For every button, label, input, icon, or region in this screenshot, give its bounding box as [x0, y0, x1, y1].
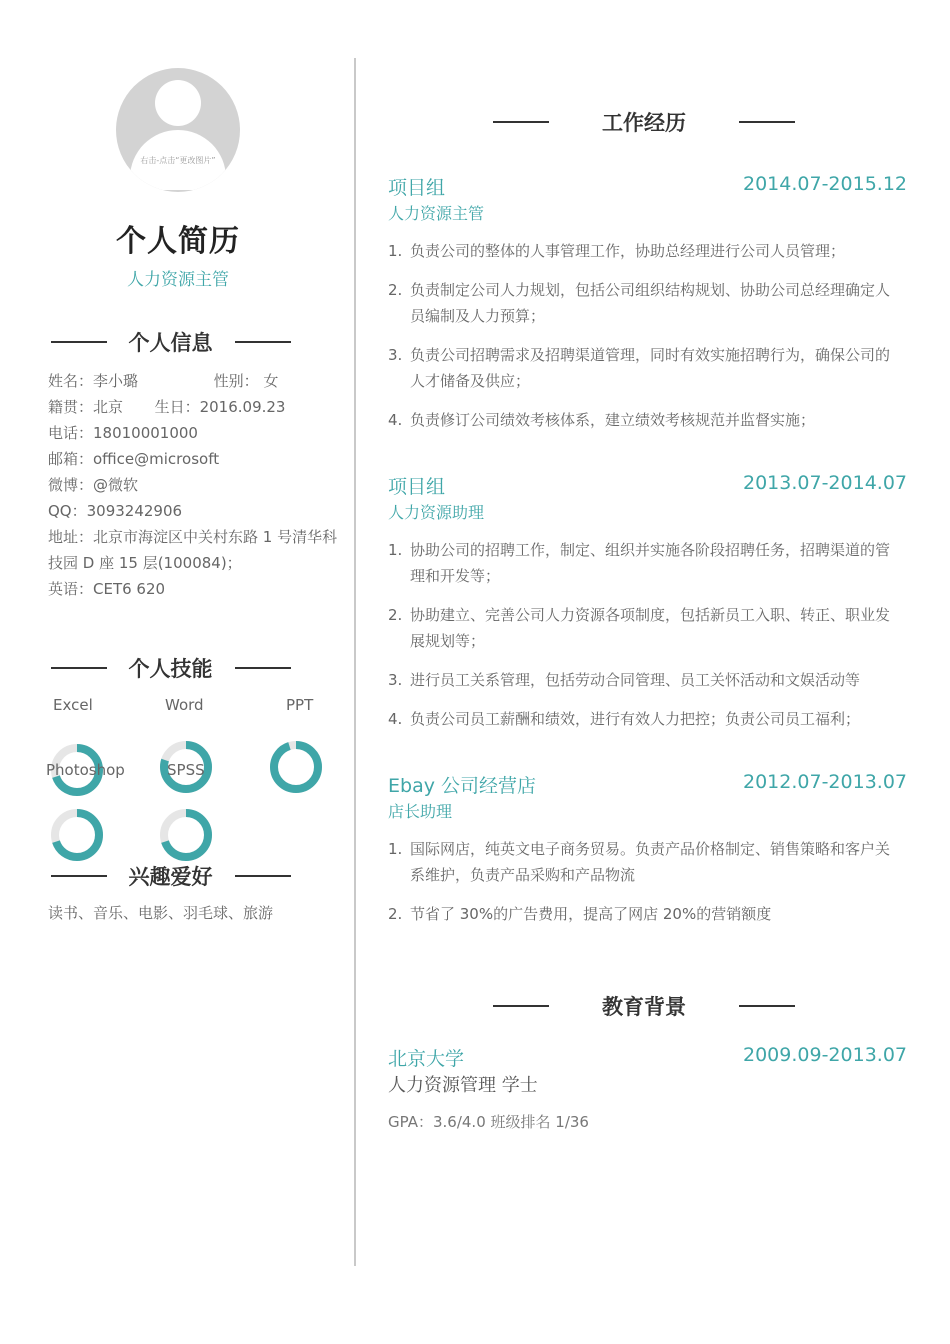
resume-title: 个人简历: [116, 224, 240, 259]
duty-text: 负责公司的整体的人事管理工作，协助总经理进行公司人员管理；: [410, 242, 846, 260]
duty-number: 1.: [388, 541, 403, 559]
duty-item: [388, 901, 893, 927]
skill-label-word: Word: [165, 696, 204, 714]
section-title-text: 兴趣爱好: [128, 865, 213, 889]
job-date: 2013.07-2014.07: [743, 472, 907, 494]
avatar[interactable]: [116, 68, 240, 192]
edu-gpa: GPA：3.6/4.0 班级排名 1/36: [388, 1113, 589, 1131]
duty-item: [388, 407, 893, 433]
title-line-right: [235, 875, 291, 877]
section-title-skills: [48, 653, 293, 683]
title-line-left: [51, 875, 107, 877]
info-birthday: 生日：2016.09.23: [154, 398, 286, 416]
duty-item: [388, 667, 893, 693]
hobbies-text: 读书、音乐、电影、羽毛球、旅游: [48, 904, 274, 922]
job-company: 项目组: [388, 476, 446, 498]
duty-item: [388, 277, 893, 329]
duty-item: [388, 238, 893, 264]
info-name: 姓名：李小璐: [48, 372, 139, 390]
duty-number: 2.: [388, 281, 403, 299]
job-role: 人力资源助理: [388, 503, 485, 522]
edu-date: 2009.09-2013.07: [743, 1044, 907, 1066]
info-weibo: 微博：@微软: [48, 476, 139, 494]
info-email: 邮箱：office@microsoft: [48, 450, 220, 468]
job-role: 店长助理: [388, 802, 453, 821]
duty-item: [388, 706, 893, 732]
job-date: 2012.07-2013.07: [743, 771, 907, 793]
title-line-left: [51, 341, 107, 343]
title-line-left: [493, 1005, 549, 1007]
duty-text: 负责制定公司人力规划，包括公司组织结构规划、协助公司总经理确定人员编制及人力预算；: [410, 281, 891, 325]
duty-number: 2.: [388, 905, 403, 923]
section-title-text: 教育背景: [602, 995, 686, 1019]
avatar-head-shape: [155, 80, 201, 126]
section-title-text: 工作经历: [602, 111, 686, 135]
skill-donut-4: [50, 808, 104, 862]
duty-item: [388, 836, 893, 888]
section-title-text: 个人信息: [128, 331, 213, 355]
job-role: 人力资源主管: [388, 204, 485, 223]
duty-text: 协助公司的招聘工作，制定、组织并实施各阶段招聘任务，招聘渠道的管理和开发等；: [410, 541, 891, 585]
duty-item: [388, 602, 893, 654]
job-company: Ebay 公司经营店: [388, 775, 536, 797]
duty-number: 1.: [388, 840, 403, 858]
duty-text: 负责修订公司绩效考核体系，建立绩效考核规范并监督实施；: [410, 411, 816, 429]
duty-text: 负责公司招聘需求及招聘渠道管理，同时有效实施招聘行为，确保公司的人才储备及供应；: [410, 346, 891, 390]
title-line-right: [739, 1005, 795, 1007]
info-address: 地址：北京市海淀区中关村东路 1 号清华科技园 D 座 15 层(100084)；: [48, 528, 338, 572]
skill-label-photoshop: Photoshop: [46, 761, 125, 779]
info-english: 英语：CET6 620: [48, 580, 166, 598]
job-title: 人力资源主管: [127, 270, 229, 290]
donut-progress-arc: [274, 745, 318, 789]
info-row: [48, 368, 340, 394]
avatar-hint: 右击-点击“更改图片”: [140, 156, 216, 165]
duty-number: 4.: [388, 411, 403, 429]
skill-label-spss: SPSS: [167, 761, 205, 779]
skill-label-ppt: PPT: [286, 696, 314, 714]
skill-label-excel: Excel: [53, 696, 93, 714]
section-title-education: [490, 991, 798, 1021]
title-line-left: [493, 121, 549, 123]
section-title-text: 个人技能: [128, 657, 213, 681]
skill-donut-3: [269, 740, 323, 794]
info-qq: QQ：3093242906: [48, 502, 183, 520]
personal-info: [48, 368, 340, 602]
info-gender: 性别： 女: [213, 372, 279, 390]
job-company: 项目组: [388, 177, 446, 199]
duty-text: 节省了 30%的广告费用，提高了网店 20%的营销额度: [410, 905, 772, 923]
duty-number: 3.: [388, 671, 403, 689]
info-row: [48, 394, 340, 420]
title-line-right: [235, 667, 291, 669]
section-title-personal-info: [48, 327, 293, 357]
duty-text: 进行员工关系管理，包括劳动合同管理、员工关怀活动和文娱活动等: [410, 671, 861, 689]
info-origin: 籍贯：北京: [48, 398, 124, 416]
duty-number: 2.: [388, 606, 403, 624]
edu-school: 北京大学: [388, 1048, 465, 1070]
section-title-work: [490, 107, 798, 137]
skill-donut-5: [159, 808, 213, 862]
duty-text: 负责公司员工薪酬和绩效，进行有效人力把控；负责公司员工福利；: [410, 710, 861, 728]
job-date: 2014.07-2015.12: [743, 173, 907, 195]
duty-number: 1.: [388, 242, 403, 260]
edu-major: 人力资源管理 学士: [388, 1075, 538, 1096]
duty-item: [388, 342, 893, 394]
title-line-right: [739, 121, 795, 123]
duty-item: [388, 537, 893, 589]
duty-number: 3.: [388, 346, 403, 364]
section-title-hobbies: [48, 861, 293, 891]
duty-text: 协助建立、完善公司人力资源各项制度，包括新员工入职、转正、职业发展规划等；: [410, 606, 891, 650]
title-line-right: [235, 341, 291, 343]
duty-text: 国际网店，纯英文电子商务贸易。负责产品价格制定、销售策略和客户关系维护，负责产品采购和产品物流: [410, 840, 891, 884]
info-phone: 电话：18010001000: [48, 424, 198, 442]
title-line-left: [51, 667, 107, 669]
duty-number: 4.: [388, 710, 403, 728]
